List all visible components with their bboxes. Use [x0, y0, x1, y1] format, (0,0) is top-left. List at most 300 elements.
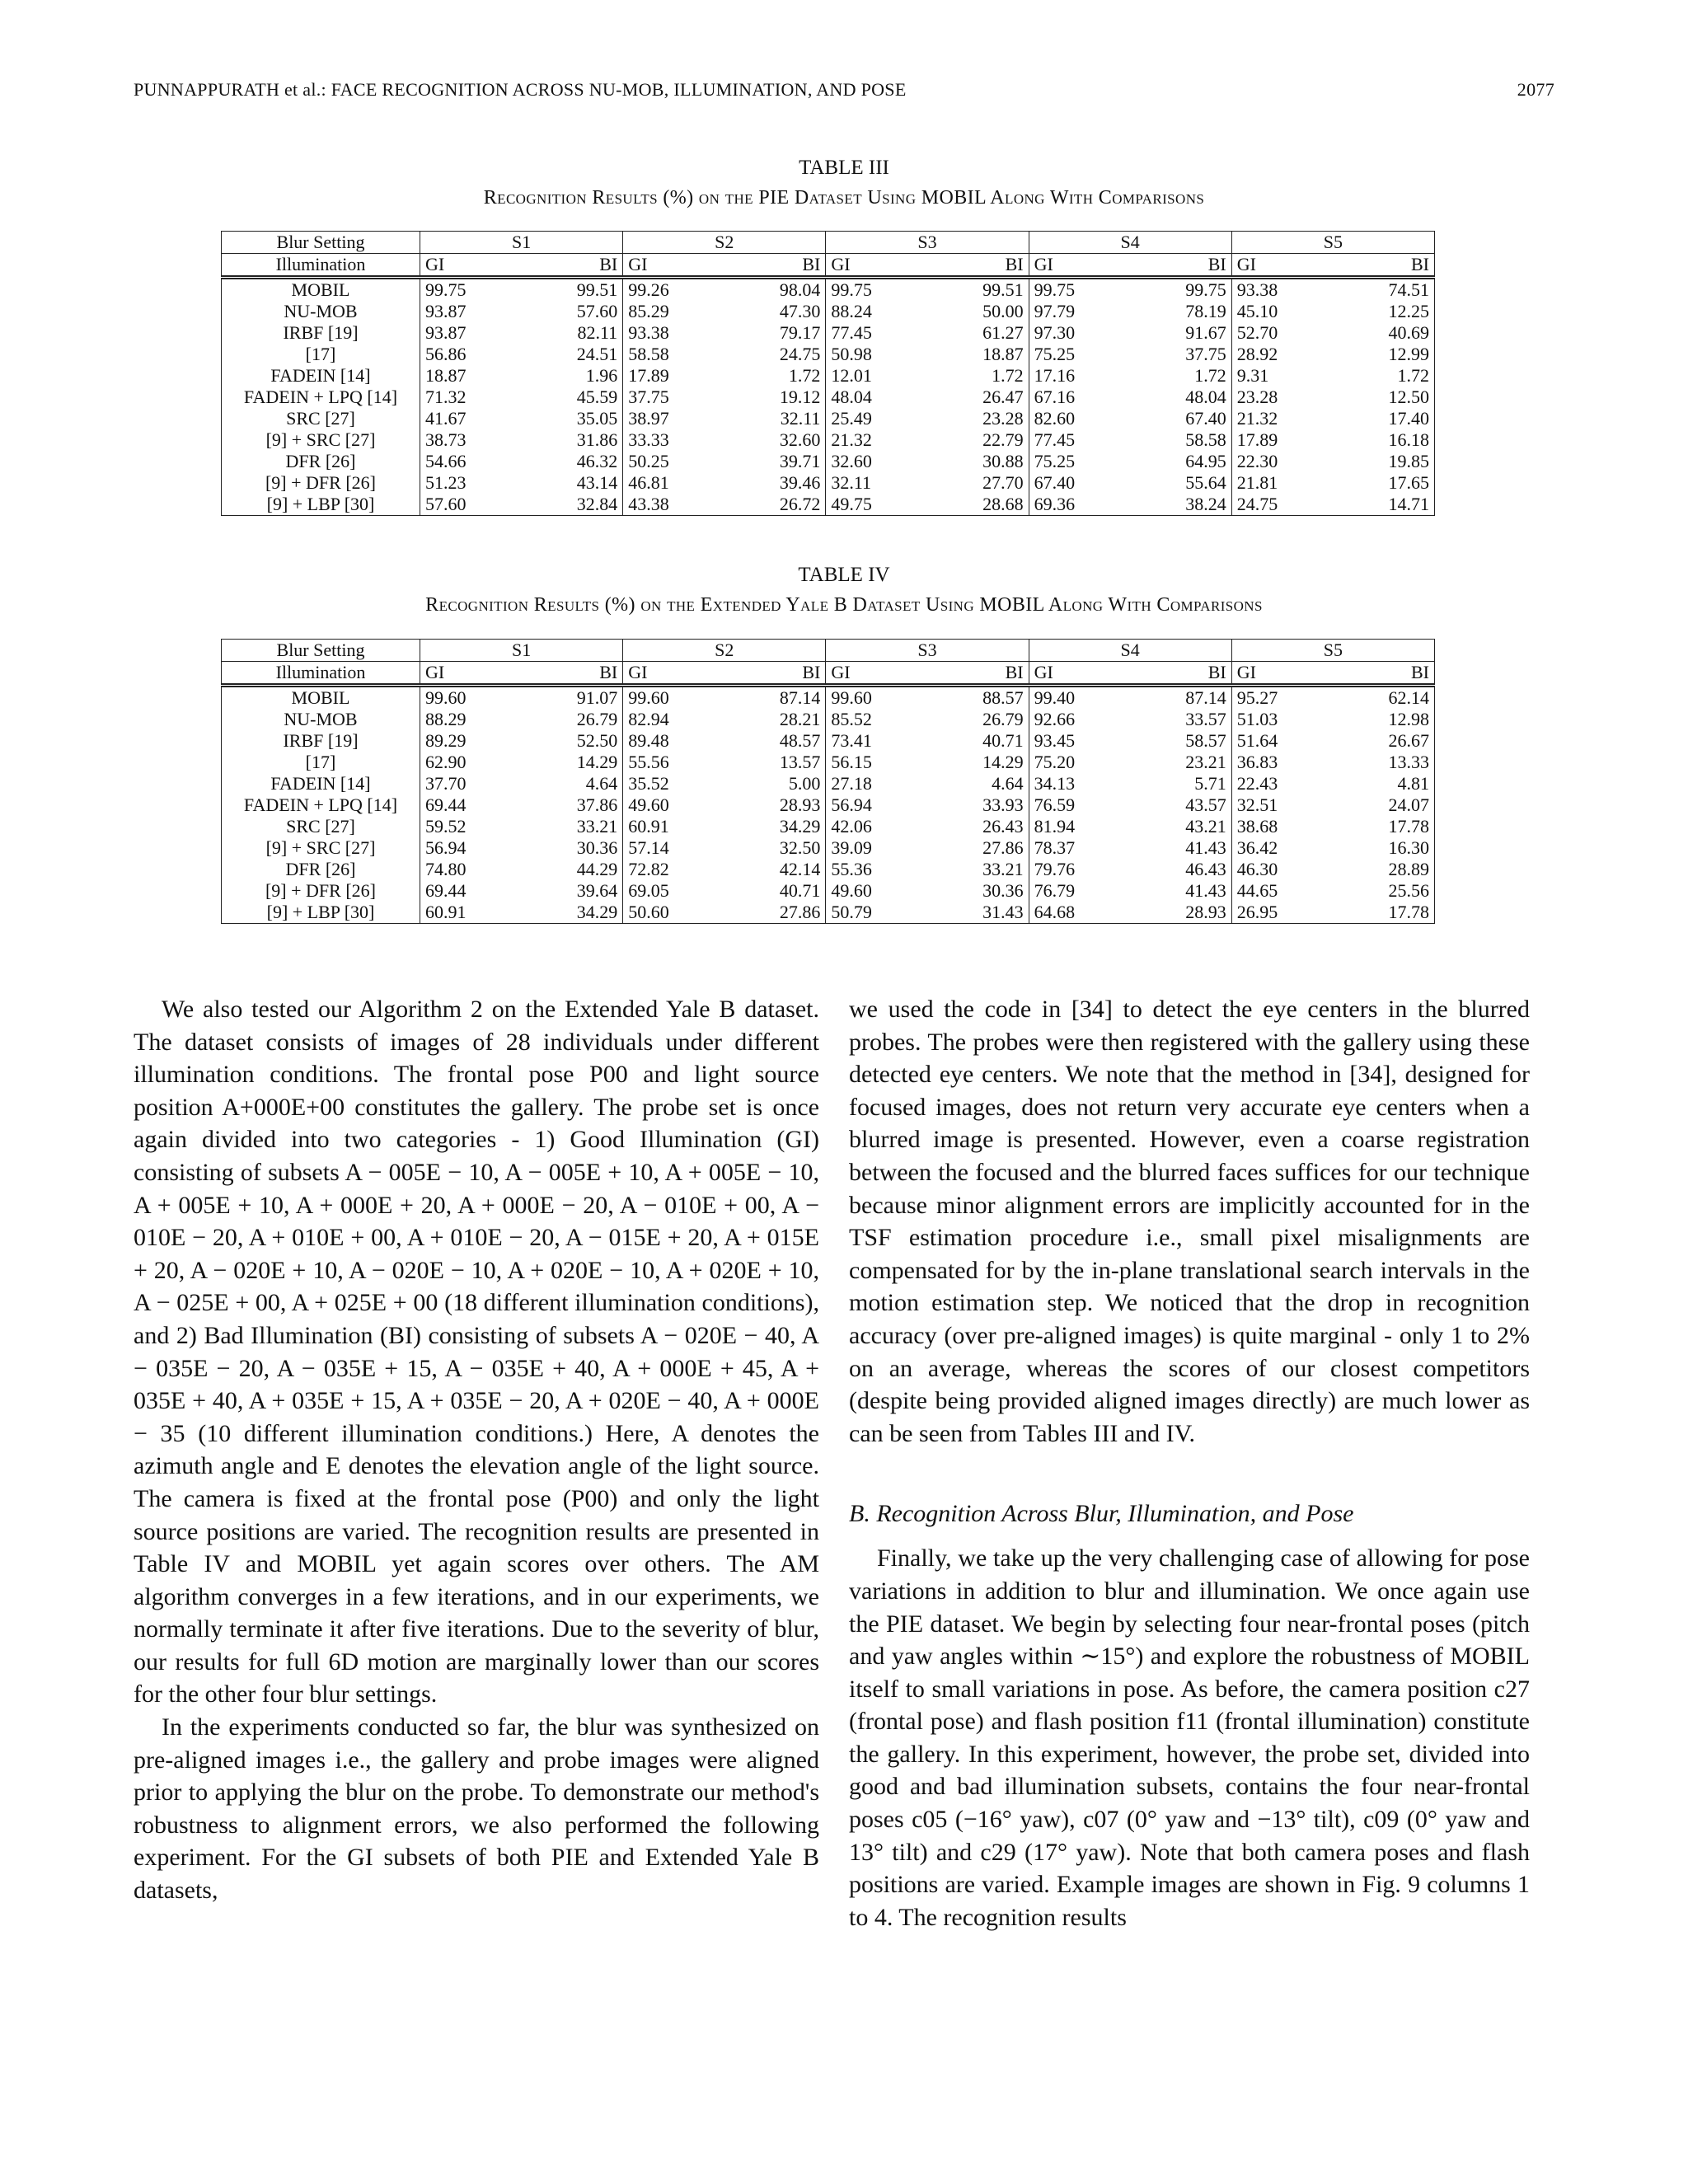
- value-cell: 23.28: [927, 408, 1029, 429]
- value-cell: 23.28: [1231, 387, 1333, 408]
- value-cell: 16.30: [1333, 837, 1434, 859]
- table-row: [222, 278, 1435, 302]
- value-cell: 99.75: [420, 278, 522, 302]
- value-cell: 51.23: [420, 472, 522, 494]
- value-cell: 21.81: [1231, 472, 1333, 494]
- value-cell: 97.30: [1029, 322, 1130, 344]
- header-bi: BI: [1130, 254, 1231, 278]
- value-cell: 87.14: [724, 686, 826, 710]
- table-row: [222, 730, 1435, 752]
- value-cell: 9.31: [1231, 365, 1333, 387]
- header-gi: GI: [1029, 254, 1130, 278]
- value-cell: 64.68: [1029, 902, 1130, 924]
- value-cell: 26.43: [927, 816, 1029, 837]
- value-cell: 54.66: [420, 451, 522, 472]
- value-cell: 19.12: [724, 387, 826, 408]
- header-setting-s3: S3: [826, 640, 1029, 662]
- method-cell: FADEIN [14]: [222, 365, 420, 387]
- value-cell: 74.51: [1333, 278, 1434, 302]
- value-cell: 57.60: [522, 301, 623, 322]
- value-cell: 89.48: [623, 730, 724, 752]
- header-gi: GI: [623, 254, 724, 278]
- value-cell: 1.72: [1333, 365, 1434, 387]
- value-cell: 17.78: [1333, 902, 1434, 924]
- value-cell: 27.70: [927, 472, 1029, 494]
- value-cell: 58.58: [1130, 429, 1231, 451]
- table-row: [222, 837, 1435, 859]
- value-cell: 56.94: [826, 794, 927, 816]
- value-cell: 30.88: [927, 451, 1029, 472]
- value-cell: 43.57: [1130, 794, 1231, 816]
- value-cell: 46.43: [1130, 859, 1231, 880]
- value-cell: 55.64: [1130, 472, 1231, 494]
- header-gi: GI: [420, 662, 522, 686]
- value-cell: 38.97: [623, 408, 724, 429]
- value-cell: 25.56: [1333, 880, 1434, 902]
- value-cell: 81.94: [1029, 816, 1130, 837]
- table4-caption: Recognition Results (%) on the Extended Yale B Dataset Using MOBIL Along With Comparisons: [425, 594, 1263, 616]
- table3-label: TABLE III: [799, 157, 889, 179]
- header-setting-s1: S1: [420, 232, 623, 254]
- method-cell: NU-MOB: [222, 301, 420, 322]
- table4-label: TABLE IV: [798, 564, 890, 586]
- value-cell: 93.38: [1231, 278, 1333, 302]
- value-cell: 26.95: [1231, 902, 1333, 924]
- value-cell: 25.49: [826, 408, 927, 429]
- method-cell: SRC [27]: [222, 816, 420, 837]
- value-cell: 27.86: [724, 902, 826, 924]
- method-cell: [9] + SRC [27]: [222, 837, 420, 859]
- value-cell: 1.72: [724, 365, 826, 387]
- table-row: [222, 472, 1435, 494]
- value-cell: 50.00: [927, 301, 1029, 322]
- table-row: [222, 880, 1435, 902]
- value-cell: 69.05: [623, 880, 724, 902]
- header-bi: BI: [724, 254, 826, 278]
- running-title: PUNNAPPURATH et al.: FACE RECOGNITION ACROSS NU-MOB, ILLUMINATION, AND POSE: [134, 79, 907, 100]
- value-cell: 60.91: [623, 816, 724, 837]
- value-cell: 30.36: [522, 837, 623, 859]
- value-cell: 48.04: [1130, 387, 1231, 408]
- method-cell: [9] + DFR [26]: [222, 880, 420, 902]
- header-illumination: Illumination: [222, 662, 420, 686]
- value-cell: 5.00: [724, 773, 826, 794]
- value-cell: 32.11: [724, 408, 826, 429]
- value-cell: 22.43: [1231, 773, 1333, 794]
- table3-caption: Recognition Results (%) on the PIE Dataset Using MOBIL Along With Comparisons: [483, 187, 1205, 209]
- value-cell: 16.18: [1333, 429, 1434, 451]
- value-cell: 36.83: [1231, 752, 1333, 773]
- value-cell: 67.40: [1130, 408, 1231, 429]
- header-gi: GI: [1231, 662, 1333, 686]
- value-cell: 55.36: [826, 859, 927, 880]
- value-cell: 21.32: [826, 429, 927, 451]
- header-setting-s5: S5: [1231, 640, 1434, 662]
- value-cell: 27.86: [927, 837, 1029, 859]
- method-cell: SRC [27]: [222, 408, 420, 429]
- method-cell: [9] + DFR [26]: [222, 472, 420, 494]
- table3: [221, 231, 1435, 516]
- header-setting-s5: S5: [1231, 232, 1434, 254]
- right-column: [849, 993, 1530, 1933]
- method-cell: FADEIN [14]: [222, 773, 420, 794]
- value-cell: 31.43: [927, 902, 1029, 924]
- value-cell: 41.67: [420, 408, 522, 429]
- value-cell: 82.60: [1029, 408, 1130, 429]
- value-cell: 99.60: [623, 686, 724, 710]
- value-cell: 75.20: [1029, 752, 1130, 773]
- header-gi: GI: [1029, 662, 1130, 686]
- body-paragraph: we used the code in [34] to detect the eye centers in the blurred probes. The probes were then registered with the gallery using these detected eye centers. We note that the method in [34], designed for focused images, does not return very accurate eye centers when a blurred image is presented. However, even a coarse registration between the focused and the blurred faces suffices for our technique because minor alignment errors are implicitly accounted for in the TSF estimation procedure i.e., small pixel misalignments are compensated for by the in-plane translational search intervals in the motion estimation step. We noticed that the drop in recognition accuracy (over pre-aligned images) is quite marginal - only 1 to 2% on an average, whereas the scores of our closest competitors (despite being provided aligned images directly) are much lower as can be seen from Tables III and IV.: [849, 996, 1530, 1447]
- value-cell: 18.87: [927, 344, 1029, 365]
- header-bi: BI: [927, 662, 1029, 686]
- value-cell: 31.86: [522, 429, 623, 451]
- header-gi: GI: [420, 254, 522, 278]
- header-gi: GI: [1231, 254, 1333, 278]
- value-cell: 47.30: [724, 301, 826, 322]
- value-cell: 23.21: [1130, 752, 1231, 773]
- value-cell: 37.70: [420, 773, 522, 794]
- value-cell: 71.32: [420, 387, 522, 408]
- value-cell: 46.32: [522, 451, 623, 472]
- value-cell: 50.60: [623, 902, 724, 924]
- table-row: [222, 451, 1435, 472]
- method-cell: [9] + LBP [30]: [222, 494, 420, 516]
- header-gi: GI: [826, 662, 927, 686]
- value-cell: 69.36: [1029, 494, 1130, 516]
- value-cell: 32.11: [826, 472, 927, 494]
- value-cell: 17.89: [1231, 429, 1333, 451]
- value-cell: 38.68: [1231, 816, 1333, 837]
- left-column: [134, 993, 819, 1907]
- value-cell: 89.29: [420, 730, 522, 752]
- method-cell: NU-MOB: [222, 709, 420, 730]
- value-cell: 34.29: [522, 902, 623, 924]
- value-cell: 87.14: [1130, 686, 1231, 710]
- table-row: [222, 686, 1435, 710]
- header-bi: BI: [927, 254, 1029, 278]
- value-cell: 72.82: [623, 859, 724, 880]
- header-bi: BI: [1130, 662, 1231, 686]
- value-cell: 59.52: [420, 816, 522, 837]
- value-cell: 12.50: [1333, 387, 1434, 408]
- value-cell: 42.14: [724, 859, 826, 880]
- value-cell: 26.67: [1333, 730, 1434, 752]
- value-cell: 40.71: [724, 880, 826, 902]
- value-cell: 17.65: [1333, 472, 1434, 494]
- value-cell: 41.43: [1130, 837, 1231, 859]
- value-cell: 88.29: [420, 709, 522, 730]
- value-cell: 13.57: [724, 752, 826, 773]
- value-cell: 38.24: [1130, 494, 1231, 516]
- value-cell: 17.78: [1333, 816, 1434, 837]
- value-cell: 12.99: [1333, 344, 1434, 365]
- value-cell: 93.87: [420, 322, 522, 344]
- value-cell: 93.38: [623, 322, 724, 344]
- value-cell: 92.66: [1029, 709, 1130, 730]
- value-cell: 49.75: [826, 494, 927, 516]
- value-cell: 52.50: [522, 730, 623, 752]
- value-cell: 88.57: [927, 686, 1029, 710]
- header-setting-s4: S4: [1029, 232, 1231, 254]
- method-cell: MOBIL: [222, 686, 420, 710]
- value-cell: 78.37: [1029, 837, 1130, 859]
- value-cell: 17.40: [1333, 408, 1434, 429]
- value-cell: 28.93: [724, 794, 826, 816]
- value-cell: 32.50: [724, 837, 826, 859]
- value-cell: 49.60: [826, 880, 927, 902]
- value-cell: 82.11: [522, 322, 623, 344]
- header-setting-s2: S2: [623, 232, 826, 254]
- value-cell: 28.89: [1333, 859, 1434, 880]
- value-cell: 58.58: [623, 344, 724, 365]
- value-cell: 67.40: [1029, 472, 1130, 494]
- value-cell: 85.29: [623, 301, 724, 322]
- value-cell: 60.91: [420, 902, 522, 924]
- header-setting-s1: S1: [420, 640, 623, 662]
- value-cell: 39.64: [522, 880, 623, 902]
- value-cell: 37.86: [522, 794, 623, 816]
- method-cell: FADEIN + LPQ [14]: [222, 794, 420, 816]
- value-cell: 17.89: [623, 365, 724, 387]
- method-cell: IRBF [19]: [222, 322, 420, 344]
- table-row: [222, 494, 1435, 516]
- method-cell: [17]: [222, 752, 420, 773]
- value-cell: 46.81: [623, 472, 724, 494]
- method-cell: DFR [26]: [222, 859, 420, 880]
- table-row: [222, 344, 1435, 365]
- value-cell: 26.72: [724, 494, 826, 516]
- value-cell: 35.52: [623, 773, 724, 794]
- value-cell: 34.29: [724, 816, 826, 837]
- section-heading: B. Recognition Across Blur, Illumination, and Pose: [849, 1500, 1354, 1528]
- value-cell: 77.45: [1029, 429, 1130, 451]
- value-cell: 13.33: [1333, 752, 1434, 773]
- value-cell: 14.29: [522, 752, 623, 773]
- value-cell: 22.79: [927, 429, 1029, 451]
- method-cell: FADEIN + LPQ [14]: [222, 387, 420, 408]
- body-paragraph: In the experiments conducted so far, the blur was synthesized on pre-aligned images i.e., the gallery and probe images were aligned prior to applying the blur on the probe. To demonstrate our method's robustness to alignment errors, we also performed the following experiment. For the GI subsets of both PIE and Extended Yale B datasets,: [134, 1713, 819, 1905]
- value-cell: 39.09: [826, 837, 927, 859]
- value-cell: 69.44: [420, 880, 522, 902]
- value-cell: 78.19: [1130, 301, 1231, 322]
- value-cell: 48.04: [826, 387, 927, 408]
- value-cell: 93.45: [1029, 730, 1130, 752]
- method-cell: [9] + LBP [30]: [222, 902, 420, 924]
- value-cell: 37.75: [1130, 344, 1231, 365]
- value-cell: 14.71: [1333, 494, 1434, 516]
- value-cell: 95.27: [1231, 686, 1333, 710]
- value-cell: 1.72: [927, 365, 1029, 387]
- table-row: [222, 794, 1435, 816]
- value-cell: 56.86: [420, 344, 522, 365]
- value-cell: 18.87: [420, 365, 522, 387]
- value-cell: 33.21: [927, 859, 1029, 880]
- value-cell: 79.17: [724, 322, 826, 344]
- header-bi: BI: [1333, 662, 1434, 686]
- table4: [221, 639, 1435, 924]
- header-gi: GI: [623, 662, 724, 686]
- value-cell: 27.18: [826, 773, 927, 794]
- value-cell: 57.14: [623, 837, 724, 859]
- value-cell: 5.71: [1130, 773, 1231, 794]
- table-row: [222, 429, 1435, 451]
- value-cell: 24.51: [522, 344, 623, 365]
- method-cell: IRBF [19]: [222, 730, 420, 752]
- value-cell: 82.94: [623, 709, 724, 730]
- table3-caption-block: [0, 153, 1688, 213]
- value-cell: 12.25: [1333, 301, 1434, 322]
- value-cell: 39.46: [724, 472, 826, 494]
- value-cell: 33.93: [927, 794, 1029, 816]
- value-cell: 1.96: [522, 365, 623, 387]
- value-cell: 37.75: [623, 387, 724, 408]
- value-cell: 32.84: [522, 494, 623, 516]
- value-cell: 26.47: [927, 387, 1029, 408]
- value-cell: 91.67: [1130, 322, 1231, 344]
- value-cell: 99.75: [1130, 278, 1231, 302]
- header-bi: BI: [724, 662, 826, 686]
- table-row: [222, 902, 1435, 924]
- value-cell: 43.21: [1130, 816, 1231, 837]
- value-cell: 24.75: [1231, 494, 1333, 516]
- header-setting-s4: S4: [1029, 640, 1231, 662]
- value-cell: 77.45: [826, 322, 927, 344]
- value-cell: 17.16: [1029, 365, 1130, 387]
- value-cell: 64.95: [1130, 451, 1231, 472]
- value-cell: 99.60: [826, 686, 927, 710]
- table-row: [222, 322, 1435, 344]
- value-cell: 28.93: [1130, 902, 1231, 924]
- table-row: [222, 408, 1435, 429]
- value-cell: 98.04: [724, 278, 826, 302]
- value-cell: 45.59: [522, 387, 623, 408]
- value-cell: 51.03: [1231, 709, 1333, 730]
- value-cell: 19.85: [1333, 451, 1434, 472]
- value-cell: 91.07: [522, 686, 623, 710]
- value-cell: 40.71: [927, 730, 1029, 752]
- method-cell: DFR [26]: [222, 451, 420, 472]
- value-cell: 45.10: [1231, 301, 1333, 322]
- value-cell: 56.15: [826, 752, 927, 773]
- header-illumination: Illumination: [222, 254, 420, 278]
- value-cell: 42.06: [826, 816, 927, 837]
- header-bi: BI: [522, 662, 623, 686]
- value-cell: 12.98: [1333, 709, 1434, 730]
- running-header: [134, 79, 1554, 112]
- value-cell: 38.73: [420, 429, 522, 451]
- value-cell: 62.14: [1333, 686, 1434, 710]
- value-cell: 99.26: [623, 278, 724, 302]
- value-cell: 67.16: [1029, 387, 1130, 408]
- page-number: 2077: [1517, 79, 1554, 100]
- header-bi: BI: [1333, 254, 1434, 278]
- value-cell: 51.64: [1231, 730, 1333, 752]
- header-setting-s3: S3: [826, 232, 1029, 254]
- value-cell: 99.40: [1029, 686, 1130, 710]
- value-cell: 1.72: [1130, 365, 1231, 387]
- value-cell: 12.01: [826, 365, 927, 387]
- header-blur-setting: Blur Setting: [222, 232, 420, 254]
- value-cell: 39.71: [724, 451, 826, 472]
- table-row: [222, 301, 1435, 322]
- value-cell: 57.60: [420, 494, 522, 516]
- method-cell: [9] + SRC [27]: [222, 429, 420, 451]
- value-cell: 32.60: [724, 429, 826, 451]
- value-cell: 93.87: [420, 301, 522, 322]
- value-cell: 26.79: [522, 709, 623, 730]
- value-cell: 43.38: [623, 494, 724, 516]
- value-cell: 99.75: [826, 278, 927, 302]
- table-row: [222, 859, 1435, 880]
- value-cell: 52.70: [1231, 322, 1333, 344]
- value-cell: 50.98: [826, 344, 927, 365]
- value-cell: 79.76: [1029, 859, 1130, 880]
- value-cell: 97.79: [1029, 301, 1130, 322]
- value-cell: 99.51: [522, 278, 623, 302]
- value-cell: 56.94: [420, 837, 522, 859]
- value-cell: 22.30: [1231, 451, 1333, 472]
- value-cell: 28.92: [1231, 344, 1333, 365]
- value-cell: 50.25: [623, 451, 724, 472]
- body-paragraph: Finally, we take up the very challenging case of allowing for pose variations in addition to blur and illumination. We once again use the PIE dataset. We begin by selecting four near-frontal poses (pitch and yaw angles within ∼15°) and explore the robustness of MOBIL itself to small variations in pose. As before, the camera position c27 (frontal pose) and flash position f11 (frontal illumination) constitute the gallery. In this experiment, however, the probe set, divided into good and bad illumination subsets, contains the four near-frontal poses c05 (−16° yaw), c07 (0° yaw and −13° tilt), c09 (0° yaw and 13° tilt) and c29 (17° yaw). Note that both camera poses and flash positions are varied. Example images are shown in Fig. 9 columns 1 to 4. The recognition results: [849, 1544, 1530, 1931]
- table-row: [222, 709, 1435, 730]
- value-cell: 14.29: [927, 752, 1029, 773]
- value-cell: 4.64: [522, 773, 623, 794]
- value-cell: 76.79: [1029, 880, 1130, 902]
- value-cell: 99.75: [1029, 278, 1130, 302]
- value-cell: 85.52: [826, 709, 927, 730]
- value-cell: 74.80: [420, 859, 522, 880]
- value-cell: 28.68: [927, 494, 1029, 516]
- value-cell: 32.51: [1231, 794, 1333, 816]
- value-cell: 32.60: [826, 451, 927, 472]
- value-cell: 50.79: [826, 902, 927, 924]
- value-cell: 62.90: [420, 752, 522, 773]
- value-cell: 35.05: [522, 408, 623, 429]
- value-cell: 24.75: [724, 344, 826, 365]
- value-cell: 36.42: [1231, 837, 1333, 859]
- value-cell: 40.69: [1333, 322, 1434, 344]
- value-cell: 43.14: [522, 472, 623, 494]
- value-cell: 41.43: [1130, 880, 1231, 902]
- value-cell: 33.33: [623, 429, 724, 451]
- table-row: [222, 365, 1435, 387]
- value-cell: 34.13: [1029, 773, 1130, 794]
- value-cell: 99.60: [420, 686, 522, 710]
- value-cell: 99.51: [927, 278, 1029, 302]
- value-cell: 44.29: [522, 859, 623, 880]
- header-bi: BI: [522, 254, 623, 278]
- value-cell: 33.21: [522, 816, 623, 837]
- value-cell: 48.57: [724, 730, 826, 752]
- value-cell: 55.56: [623, 752, 724, 773]
- value-cell: 44.65: [1231, 880, 1333, 902]
- value-cell: 49.60: [623, 794, 724, 816]
- table-row: [222, 816, 1435, 837]
- table-row: [222, 773, 1435, 794]
- table4-caption-block: [0, 560, 1688, 620]
- body-paragraph: We also tested our Algorithm 2 on the Extended Yale B dataset. The dataset consists of images of 28 individuals under different illumination conditions. The frontal pose P00 and light source position A+000E+00 constitutes the gallery. The probe set is once again divided into two categories - 1) Good Illumination (GI) consisting of subsets A − 005E − 10, A − 005E + 10, A + 005E − 10, A + 005E + 10, A + 000E + 20, A + 000E − 20, A − 010E + 00, A − 010E − 20, A + 010E + 00, A + 010E − 20, A − 015E + 20, A + 015E + 20, A − 020E + 10, A − 020E − 10, A + 020E − 10, A + 020E + 10, A − 025E + 00, A + 025E + 00 (18 different illumination conditions), and 2) Bad Illumination (BI) consisting of subsets A − 020E − 40, A − 035E − 20, A − 035E + 15, A − 035E + 40, A + 000E + 45, A + 035E + 40, A + 035E + 15, A + 035E − 20, A + 020E − 40, A + 000E − 35 (10 different illumination conditions.) Here, A denotes the azimuth angle and E denotes the elevation angle of the light source. The camera is fixed at the frontal pose (P00) and only the light source positions are varied. The recognition results are presented in Table IV and MOBIL yet again scores over others. The AM algorithm converges in a few iterations, and in our experiments, we normally terminate it after five iterations. Due to the severity of blur, our results for full 6D motion are marginally lower than our scores for the other four blur settings.: [134, 996, 819, 1708]
- value-cell: 21.32: [1231, 408, 1333, 429]
- value-cell: 76.59: [1029, 794, 1130, 816]
- value-cell: 75.25: [1029, 451, 1130, 472]
- header-setting-s2: S2: [623, 640, 826, 662]
- method-cell: MOBIL: [222, 278, 420, 302]
- value-cell: 75.25: [1029, 344, 1130, 365]
- value-cell: 26.79: [927, 709, 1029, 730]
- value-cell: 4.81: [1333, 773, 1434, 794]
